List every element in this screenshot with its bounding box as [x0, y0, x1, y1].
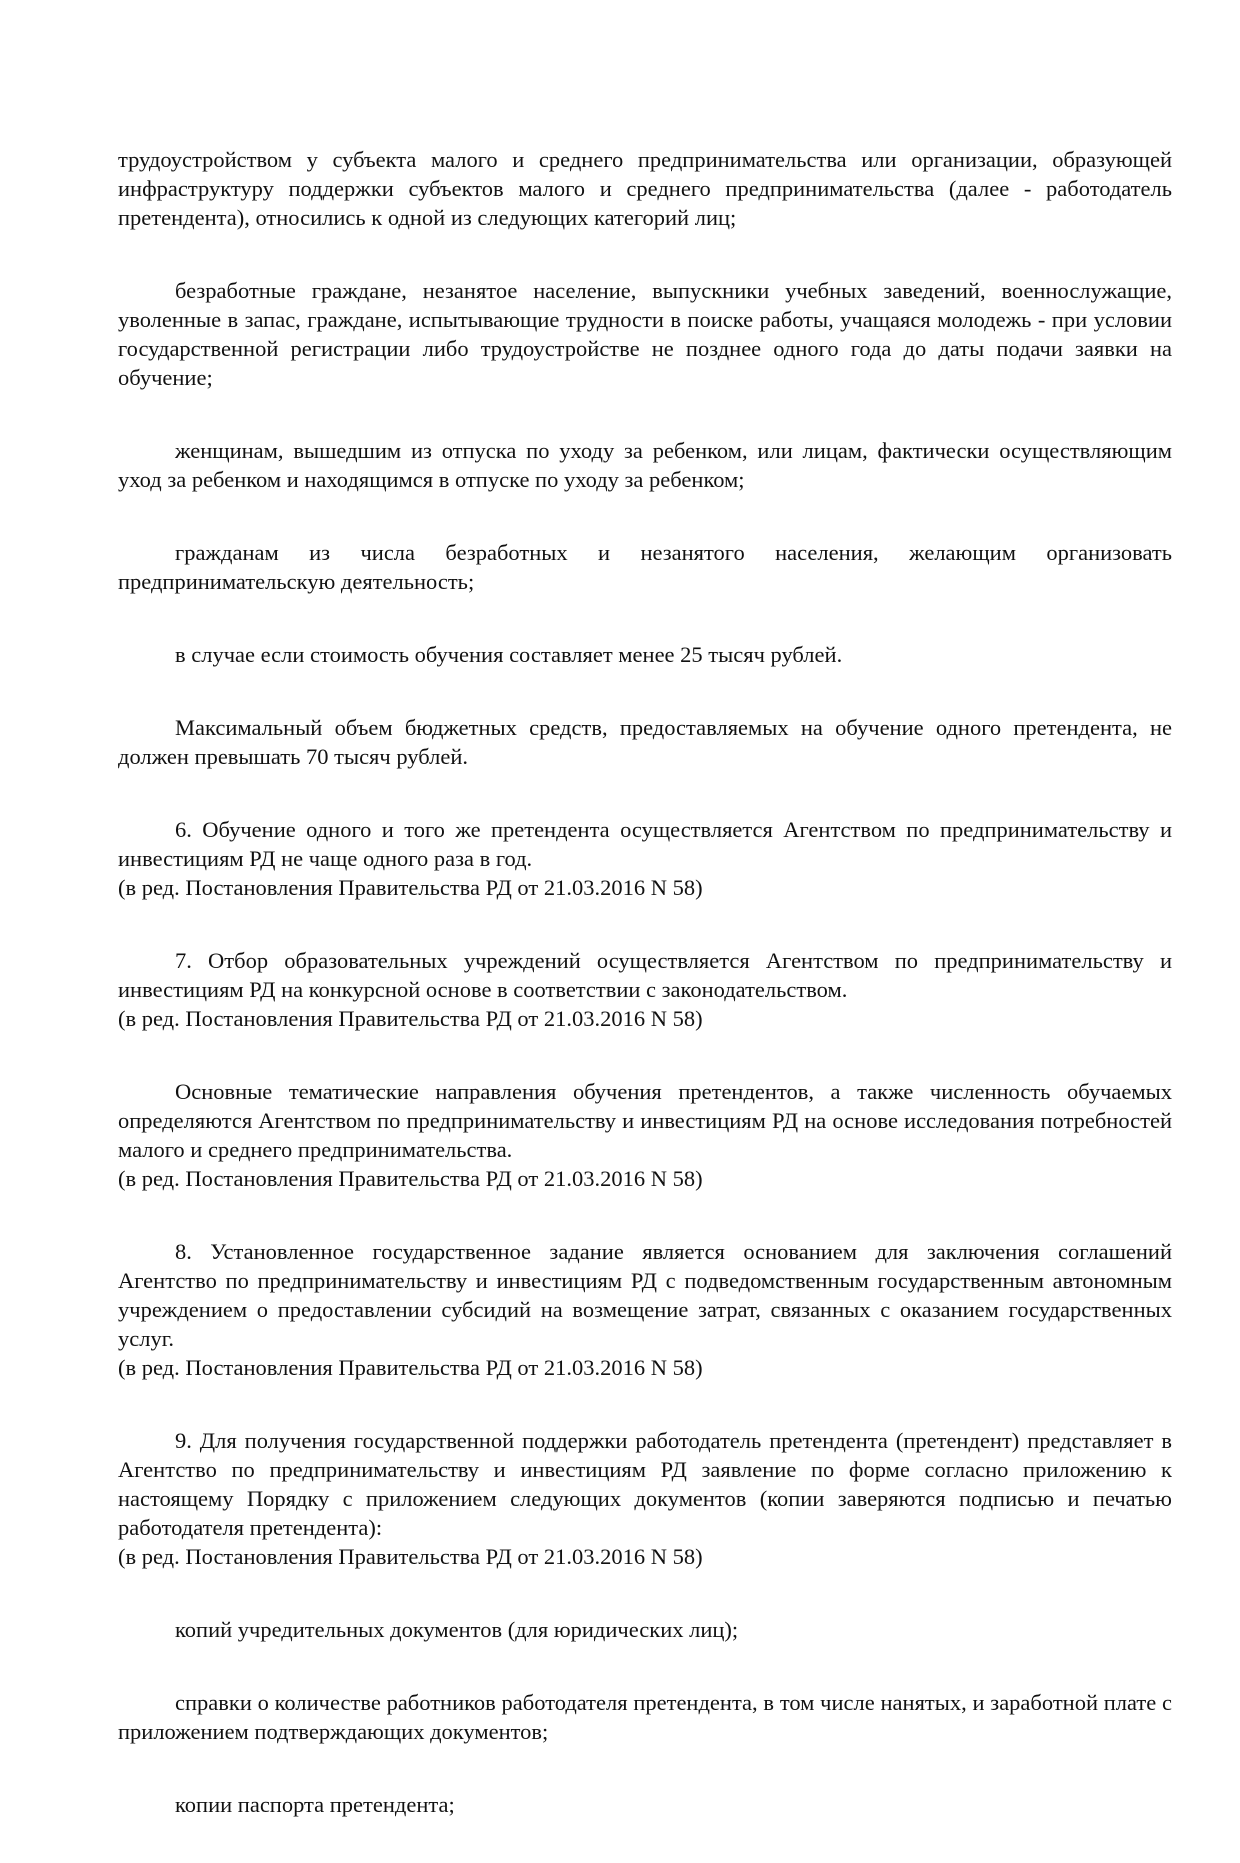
- paragraph-unemployed-citizens: [118, 276, 1172, 392]
- paragraph-text: трудоустройством у субъекта малого и среднего предпринимательства или организации, образующей инфраструктуру поддержки субъектов малого и среднего предпринимательства (далее - работодатель претендента), относились к одной из следующих категорий лиц;: [118, 147, 1172, 230]
- paragraph-text: 7. Отбор образовательных учреждений осуществляется Агентством по предпринимательству и инвестициям РД на конкурсной основе в соответствии с законодательством.: [118, 948, 1172, 1002]
- paragraph-text: 6. Обучение одного и того же претендента осуществляется Агентством по предпринимательству и инвестициям РД не чаще одного раза в год.: [118, 817, 1172, 871]
- amendment-note: (в ред. Постановления Правительства РД от 21.03.2016 N 58): [118, 875, 703, 900]
- paragraph-text: справки о количестве работников работодателя претендента, в том числе нанятых, и заработной плате с приложением подтверждающих документов;: [118, 1690, 1172, 1744]
- paragraph-women-childcare: [118, 436, 1172, 494]
- paragraph-employee-certificate: [118, 1688, 1172, 1746]
- paragraph-item-6: [118, 815, 1172, 902]
- paragraph-business-start: [118, 538, 1172, 596]
- paragraph-item-7: [118, 946, 1172, 1033]
- paragraph-text: женщинам, вышедшим из отпуска по уходу за ребенком, или лицам, фактически осуществляющим уход за ребенком и находящимся в отпуске по уходу за ребенком;: [118, 438, 1172, 492]
- amendment-note: (в ред. Постановления Правительства РД от 21.03.2016 N 58): [118, 1355, 703, 1380]
- paragraph-text: копий учредительных документов (для юридических лиц);: [175, 1617, 739, 1642]
- paragraph-text: безработные граждане, незанятое население, выпускники учебных заведений, военнослужащие, уволенные в запас, граждане, испытывающие трудности в поиске работы, учащаяся молодежь - при условии государственной регистрации либо трудоустройстве не позднее одного года до даты подачи заявки на обучение;: [118, 278, 1172, 390]
- paragraph-max-budget: [118, 713, 1172, 771]
- paragraph-passport-copy: [118, 1790, 1172, 1819]
- paragraph-employment-categories: [118, 145, 1172, 232]
- paragraph-thematic-directions: [118, 1077, 1172, 1193]
- paragraph-text: 9. Для получения государственной поддержки работодатель претендента (претендент) представляет в Агентство по предпринимательству и инвестициям РД заявление по форме согласно приложению к настоящему Порядку с приложением следующих документов (копии заверяются подписью и печатью работодателя претендента):: [118, 1428, 1172, 1540]
- paragraph-text: гражданам из числа безработных и незанятого населения, желающим организовать предпринимательскую деятельность;: [118, 540, 1172, 594]
- amendment-note: (в ред. Постановления Правительства РД от 21.03.2016 N 58): [118, 1166, 703, 1191]
- paragraph-item-8: [118, 1237, 1172, 1382]
- paragraph-text: Максимальный объем бюджетных средств, предоставляемых на обучение одного претендента, не должен превышать 70 тысяч рублей.: [118, 715, 1172, 769]
- paragraph-text: Основные тематические направления обучения претендентов, а также численность обучаемых определяются Агентством по предпринимательству и инвестициям РД на основе исследования потребностей малого и среднего предпринимательства.: [118, 1079, 1172, 1162]
- amendment-note: (в ред. Постановления Правительства РД от 21.03.2016 N 58): [118, 1544, 703, 1569]
- paragraph-training-cost: [118, 640, 1172, 669]
- paragraph-text: копии паспорта претендента;: [175, 1792, 455, 1817]
- paragraph-text: 8. Установленное государственное задание является основанием для заключения соглашений Агентство по предпринимательству и инвестициям РД с подведомственным государственным автономным учреждением о предоставлении субсидий на возмещение затрат, связанных с оказанием государственных услуг.: [118, 1239, 1172, 1351]
- paragraph-founding-documents: [118, 1615, 1172, 1644]
- amendment-note: (в ред. Постановления Правительства РД от 21.03.2016 N 58): [118, 1006, 703, 1031]
- paragraph-text: в случае если стоимость обучения составляет менее 25 тысяч рублей.: [175, 642, 843, 667]
- paragraph-item-9: [118, 1426, 1172, 1571]
- document-body: [118, 145, 1172, 1863]
